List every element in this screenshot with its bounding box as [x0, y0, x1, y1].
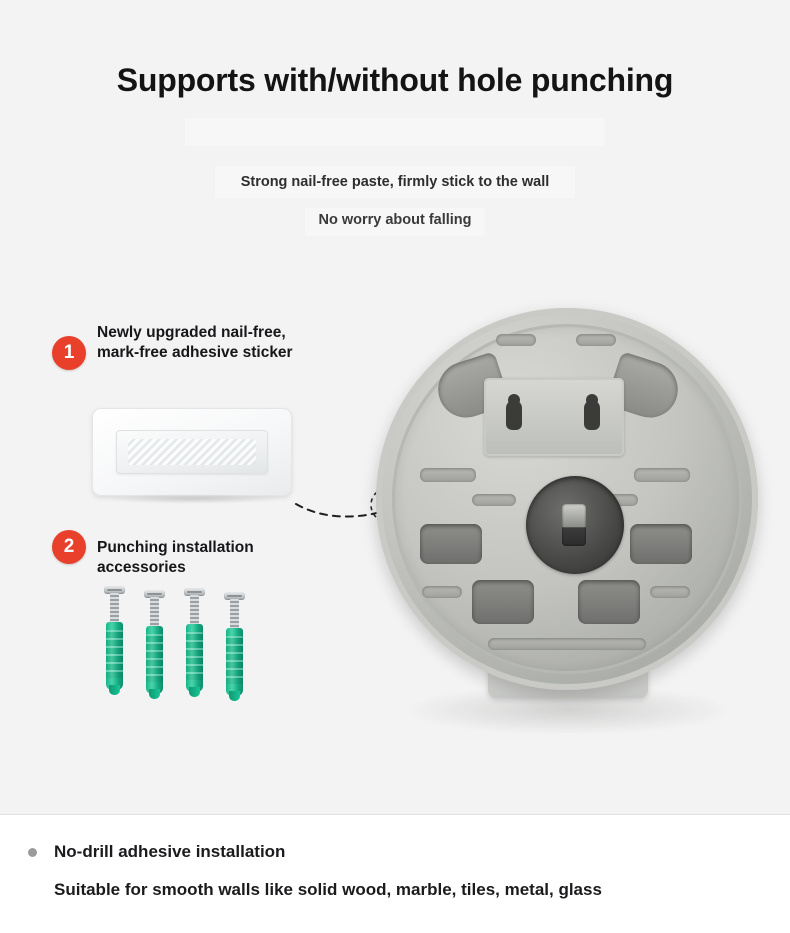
slot-bottom-left: [422, 586, 462, 598]
screw-shaft: [110, 593, 119, 625]
tint-plate-top: [185, 118, 605, 146]
callout-label-1: Newly upgraded nail-free, mark-free adhesive sticker: [97, 324, 293, 361]
hub-key: [562, 504, 586, 546]
recess-bottom-right: [578, 580, 640, 624]
screws-and-wall-anchors-icon: [100, 586, 260, 696]
center-spindle-hub: [526, 476, 624, 574]
wall-anchor-icon: [226, 628, 243, 696]
footer-text-secondary: Suitable for smooth walls like solid wood, marble, tiles, metal, glass: [54, 880, 602, 899]
footer-panel: [0, 814, 790, 933]
adhesive-sticker-icon: [92, 408, 292, 496]
slot-top-left: [496, 334, 536, 346]
wall-anchor-icon: [106, 622, 123, 690]
screw-anchor-set: [180, 588, 208, 696]
screw-shaft: [190, 595, 199, 627]
slot-mid-right: [634, 468, 690, 482]
slot-inner-left: [472, 494, 516, 506]
screw-anchor-set: [100, 586, 128, 694]
screw-anchor-set: [140, 590, 168, 698]
screw-anchor-set: [220, 592, 248, 700]
slot-top-right: [576, 334, 616, 346]
wall-anchor-icon: [186, 624, 203, 692]
callout-badge-2: 2: [52, 530, 86, 564]
keyhole-left: [506, 400, 522, 430]
sticker-inner-clip: [116, 430, 268, 474]
slot-bottom-center: [488, 638, 646, 650]
keyhole-mounting-plate: [484, 378, 624, 456]
slot-bottom-right: [650, 586, 690, 598]
screw-shaft: [150, 597, 159, 629]
footer-text-primary: No-drill adhesive installation: [54, 842, 286, 861]
callout-label-2: Punching installation accessories: [97, 539, 254, 576]
recess-lower-left: [420, 524, 482, 564]
bullet-dot-icon: [28, 848, 37, 857]
screw-shaft: [230, 599, 239, 631]
sticker-shadow: [106, 494, 282, 504]
keyhole-right: [584, 400, 600, 430]
recess-bottom-left: [472, 580, 534, 624]
subtitle-primary: Strong nail-free paste, firmly stick to the wall: [240, 174, 550, 190]
round-bracket-plate: [376, 308, 758, 690]
page-title: Supports with/without hole punching: [116, 62, 674, 98]
callout-badge-1: 1: [52, 336, 86, 370]
recess-lower-right: [630, 524, 692, 564]
product-image: [368, 300, 768, 740]
slot-mid-left: [420, 468, 476, 482]
subtitle-secondary: No worry about falling: [318, 212, 472, 228]
wall-anchor-icon: [146, 626, 163, 694]
